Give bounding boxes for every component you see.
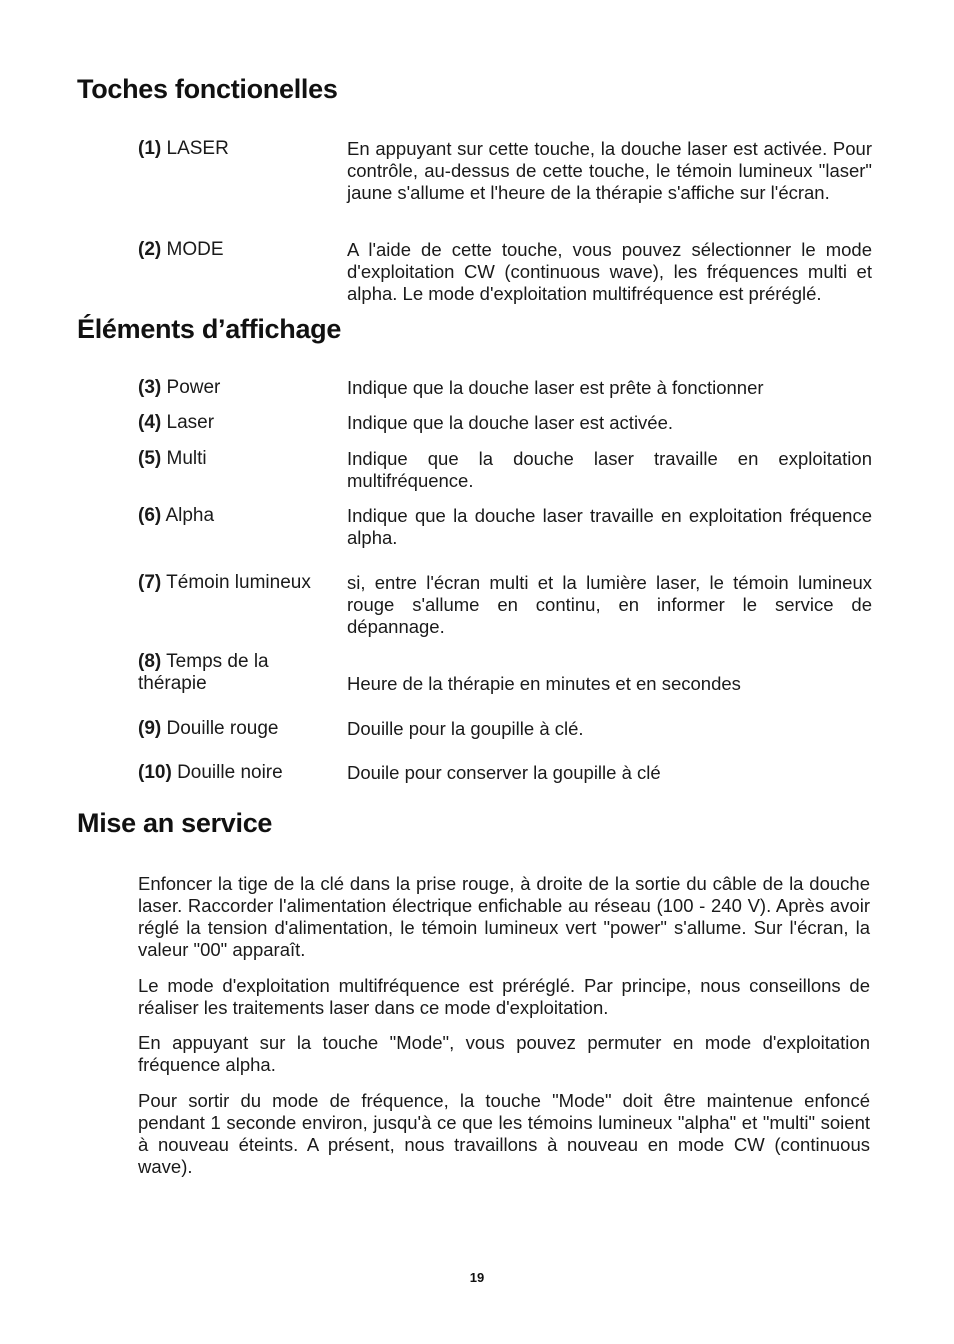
section-heading-mise: Mise an service (77, 808, 273, 838)
entry-number: (6) (138, 505, 162, 526)
entry-label (138, 505, 343, 527)
entry-name: Témoin lumineux (166, 572, 311, 593)
entry-label (138, 762, 343, 784)
entry-description: En appuyant sur cette touche, la douche laser est activée. Pour contrôle, au-dessus de cette touche, le témoin lumineux "laser" jaune s'allume et l'heure de la thérapie s'affiche sur l'écran. (347, 138, 872, 203)
entry-number: (4) (138, 412, 162, 433)
body-paragraph: Le mode d'exploitation multifréquence est préréglé. Par principe, nous conseillons de réaliser les traitements laser dans ce mode d'exploitation. (138, 975, 870, 1018)
entry-name: MODE (166, 239, 224, 260)
entry-label (138, 651, 298, 695)
entry-label (138, 718, 343, 740)
entry-description: Indique que la douche laser travaille en exploitation fréquence alpha. (347, 505, 872, 548)
entry-description: Indique que la douche laser travaille en exploitation multifréquence. (347, 448, 872, 491)
entry-name: Multi (166, 448, 207, 469)
entry-name: Power (166, 377, 221, 398)
entry-name: Alpha (165, 505, 215, 526)
entry-description: Douile pour conserver la goupille à clé (347, 762, 661, 783)
entry-number: (7) (138, 572, 162, 593)
page-number: 19 (469, 1270, 485, 1285)
body-paragraph: En appuyant sur la touche "Mode", vous pouvez permuter en mode d'exploitation fréquence alpha. (138, 1032, 870, 1075)
entry-label (138, 448, 343, 470)
entry-number: (5) (138, 448, 162, 469)
entry-number: (1) (138, 138, 162, 159)
entry-name: Douille rouge (166, 718, 279, 739)
entry-label (138, 239, 343, 261)
section-heading-toches: Toches fonctionelles (77, 74, 338, 104)
entry-name: Temps de la thérapie (138, 651, 269, 694)
entry-number: (8) (138, 651, 162, 672)
entry-label (138, 572, 343, 594)
entry-description: si, entre l'écran multi et la lumière laser, le témoin lumineux rouge s'allume en continu, en informer le service de dépannage. (347, 572, 872, 637)
entry-description: Heure de la thérapie en minutes et en secondes (347, 673, 741, 694)
entry-label (138, 377, 343, 399)
entry-label (138, 138, 343, 160)
entry-description: Indique que la douche laser est activée. (347, 412, 674, 433)
entry-number: (3) (138, 377, 162, 398)
entry-description: Douille pour la goupille à clé. (347, 718, 584, 739)
entry-name: Laser (166, 412, 215, 433)
section-heading-elements: Éléments d’affichage (77, 314, 342, 344)
entry-number: (2) (138, 239, 162, 260)
entry-number: (9) (138, 718, 162, 739)
body-paragraph: Enfoncer la tige de la clé dans la prise rouge, à droite de la sortie du câble de la douche laser. Raccorder l'alimentation électrique enfichable au réseau (100 - 240 V). Après avoir réglé la tension d'alimentation, le témoin lumineux vert "power" s'allume. Sur l'écran, la valeur "00" apparaît. (138, 873, 870, 960)
entry-label (138, 412, 343, 434)
entry-description: A l'aide de cette touche, vous pouvez sélectionner le mode d'exploitation CW (continuous wave), les fréquences multi et alpha. Le mode d'exploitation multifréquence est préréglé. (347, 239, 872, 304)
entry-name: Douille noire (177, 762, 283, 783)
body-paragraph: Pour sortir du mode de fréquence, la touche "Mode" doit être maintenue enfoncé pendant 1 seconde environ, jusqu'à ce que les témoins lumineux "alpha" et "multi" soient à nouveau éteints. A présent, nous travaillons à nouveau en mode CW (continuous wave). (138, 1090, 870, 1177)
entry-name: LASER (166, 138, 229, 159)
entry-description: Indique que la douche laser est prête à fonctionner (347, 377, 764, 398)
entry-number: (10) (138, 762, 172, 783)
